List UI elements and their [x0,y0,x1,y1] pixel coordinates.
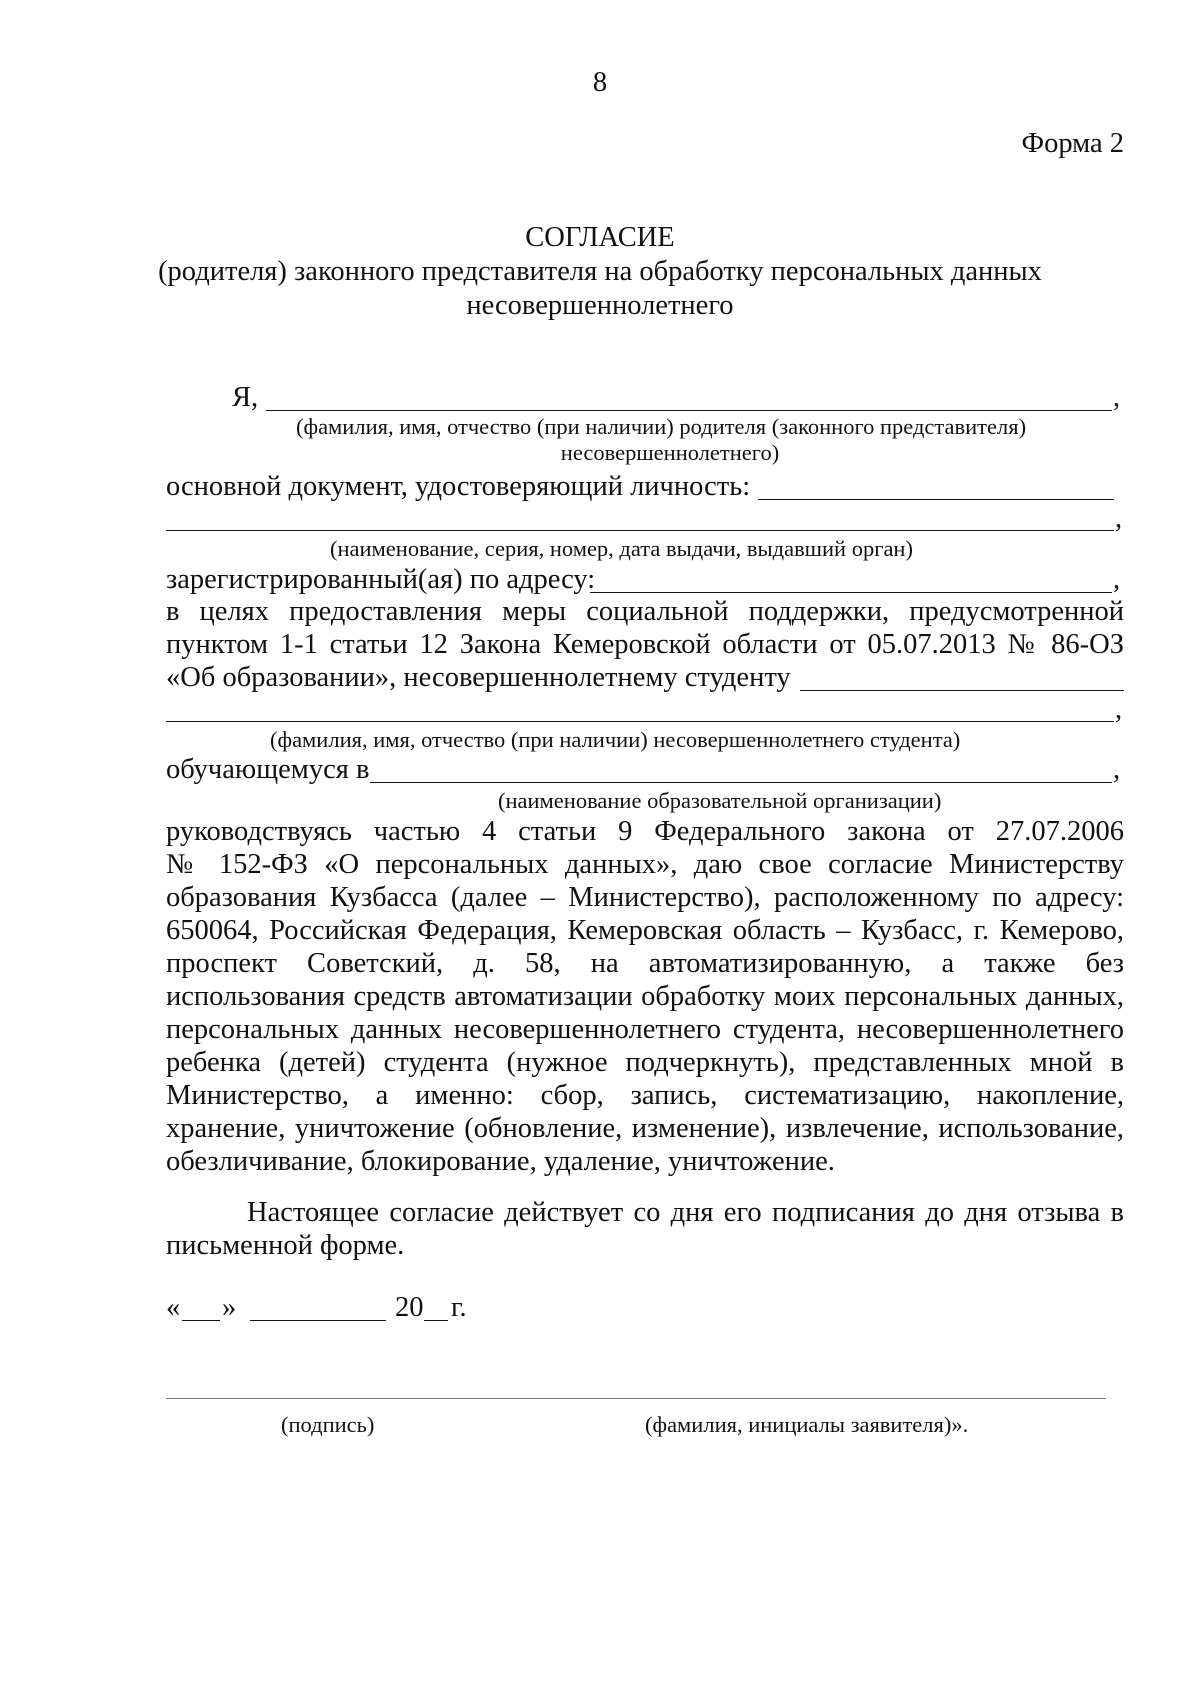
date-close-quote: » [222,1292,237,1323]
date-year-prefix: 20 [395,1292,424,1323]
body-line: обезличивание, блокирование, удаление, уничтожение. [166,1146,835,1177]
document-caption: (наименование, серия, номер, дата выдачи, выдавший орган) [330,536,913,561]
date-open-quote: « [166,1292,181,1323]
document-title: СОГЛАСИЕ [525,222,675,253]
body-line: персональных данных несовершеннолетнего студента, несовершеннолетнего [166,1014,1124,1045]
body-line: руководствуясь частью 4 статьи 9 Федерального закона от 27.07.2006 [166,816,1124,847]
organization-caption: (наименование образовательной организации) [498,788,942,813]
ya-comma: , [1113,382,1121,413]
purpose-line2: пунктом 1-1 статьи 12 Закона Кемеровской области от 05.07.2013 № 86-ОЗ [166,629,1124,660]
body-line: образования Кузбасса (далее – Министерство), расположенному по адресу: [166,882,1124,913]
document-subtitle-line2: несовершеннолетнего [466,290,734,321]
date-month-field[interactable] [250,1320,386,1321]
page-number: 8 [592,67,608,98]
purpose-line3: «Об образовании», несовершеннолетнему студенту [166,662,791,693]
date-day-field[interactable] [182,1320,220,1321]
document-comma: , [1115,503,1123,534]
body-line: хранение, уничтожение (обновление, изменение), извлечение, использование, [166,1113,1124,1144]
organization-comma: , [1113,754,1121,785]
address-comma: , [1113,564,1121,595]
date-year-field[interactable] [424,1320,448,1321]
parent-name-field[interactable] [266,410,1112,411]
body-line: ребенка (детей) студента (нужное подчеркнуть), представленных мной в [166,1047,1124,1078]
purpose-line1: в целях предоставления меры социальной поддержки, предусмотренной [166,596,1124,627]
document-field[interactable] [758,499,1114,500]
signature-caption: (подпись) [281,1412,375,1437]
document-field-continued[interactable] [166,530,1114,531]
validity-line2: письменной форме. [166,1230,405,1261]
validity-line1: Настоящее согласие действует со дня его подписания до дня отзыва в [247,1197,1124,1228]
body-line: проспект Советский, д. 58, на автоматизированную, а также без [166,948,1124,979]
registered-label: зарегистрированный(ая) по адресу: [166,564,596,595]
student-comma: , [1115,694,1123,725]
ya-label: Я, [232,382,259,413]
date-year-suffix: г. [451,1292,467,1323]
studying-label: обучающемуся в [166,754,370,785]
body-line: № 152-ФЗ «О персональных данных», даю свое согласие Министерству [166,849,1124,880]
body-line: Министерство, а именно: сбор, запись, систематизацию, накопление, [166,1080,1124,1111]
document-label: основной документ, удостоверяющий личность: [166,471,751,502]
body-line: 650064, Российская Федерация, Кемеровская область – Кузбасс, г. Кемерово, [166,915,1124,946]
parent-caption-line2: несовершеннолетнего) [560,440,780,465]
student-field-continued[interactable] [166,721,1114,722]
name-caption: (фамилия, инициалы заявителя)». [645,1412,969,1437]
parent-caption-line1: (фамилия, имя, отчество (при наличии) родителя (законного представителя) [296,414,1027,439]
form-label: Форма 2 [1021,128,1124,159]
body-line: использования средств автоматизации обработку моих персональных данных, [166,981,1124,1012]
student-field[interactable] [800,690,1124,691]
document-subtitle-line1: (родителя) законного представителя на обработку персональных данных [158,256,1042,287]
organization-field[interactable] [370,782,1112,783]
student-caption: (фамилия, имя, отчество (при наличии) несовершеннолетнего студента) [270,727,961,752]
address-field[interactable] [590,592,1112,593]
signature-line[interactable] [166,1398,1106,1399]
